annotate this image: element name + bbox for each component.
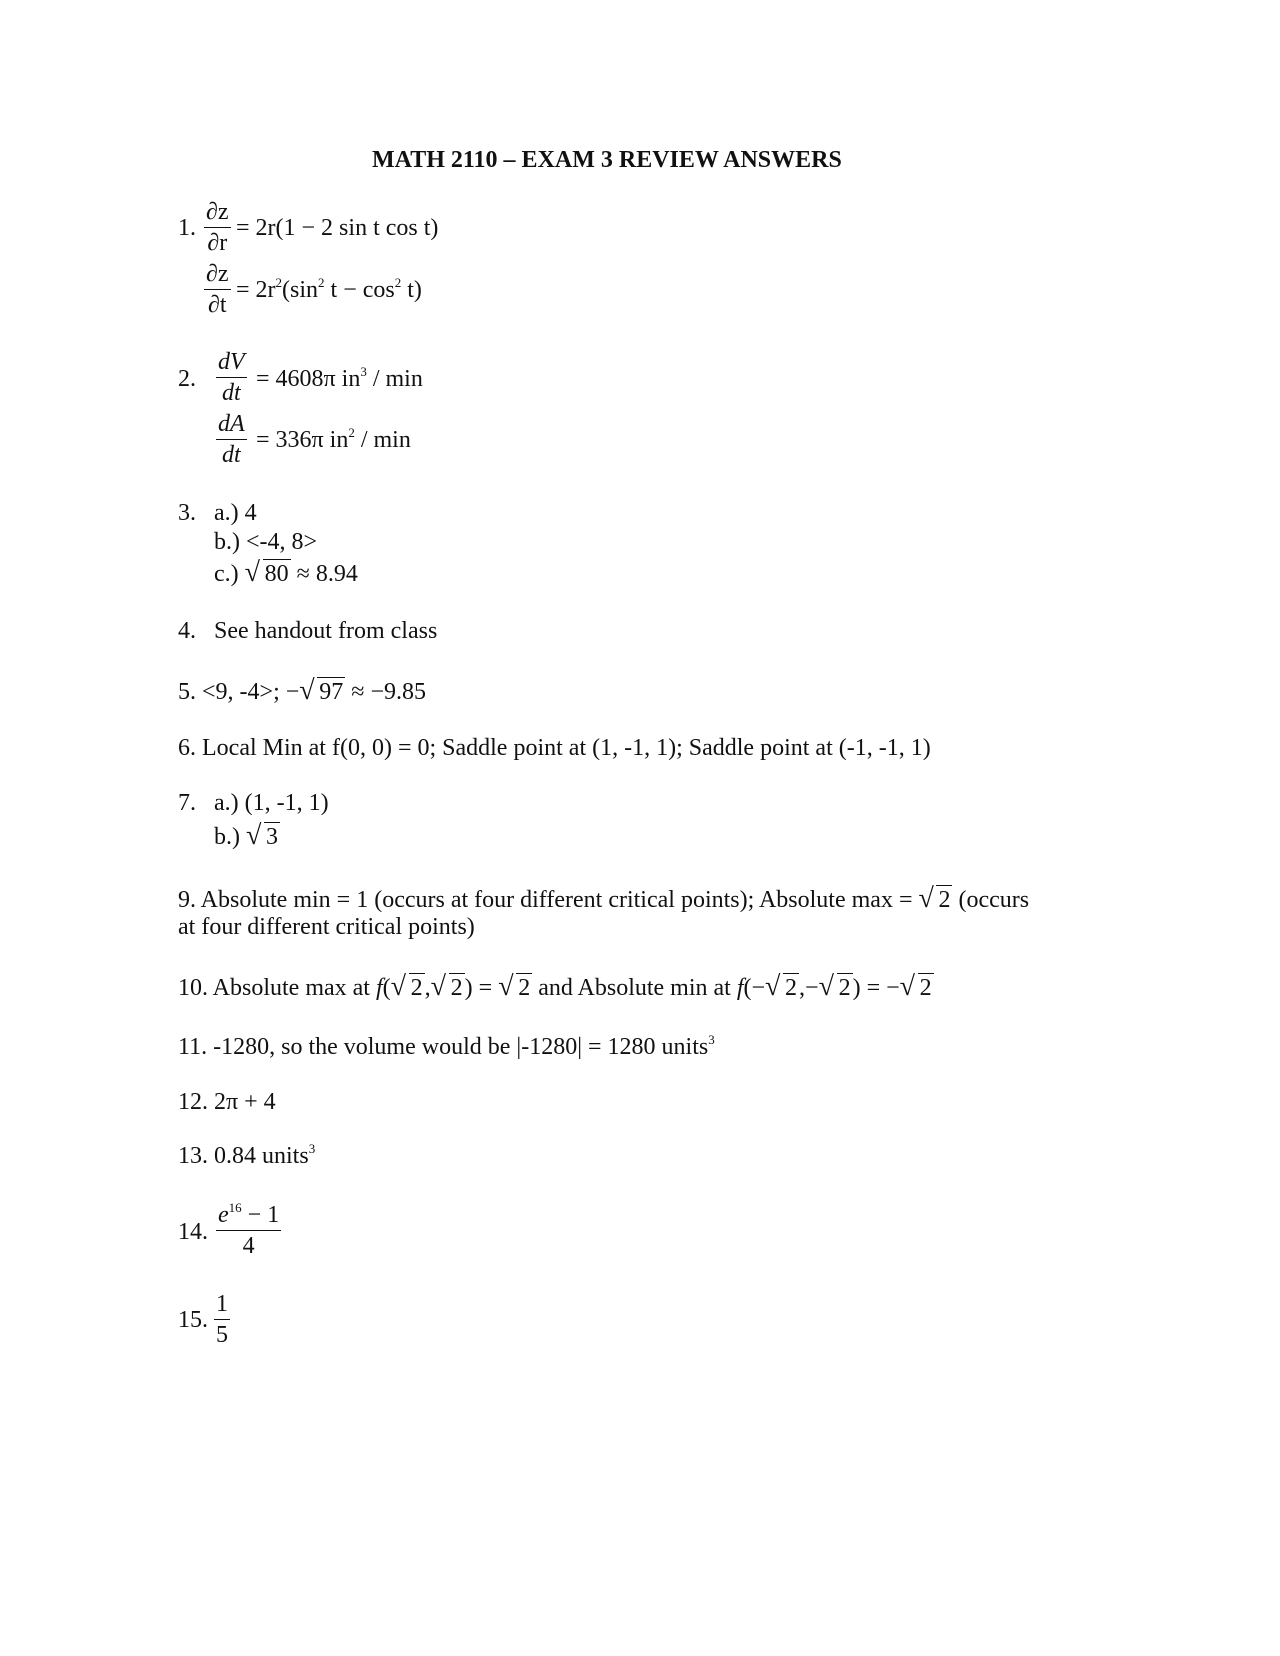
q2-numerator: dV [218,349,245,375]
q3-number: 3. [178,500,196,526]
q4-text: See handout from class [214,618,438,644]
q15-numerator: 1 [216,1291,228,1317]
page-title: MATH 2110 – EXAM 3 REVIEW ANSWERS [372,147,842,173]
q2-numerator-2: dA [218,411,245,437]
q1-line2-rhs: = $2r^2(\sin^2$ $t - \cos^2 t$) [236,275,422,303]
q2-denominator: dt [222,380,241,406]
q7-part-a: a.) (1, -1, 1) [214,790,329,816]
q2-dv-dt [216,350,247,405]
q6-answer: 6. Local Min at f(0, 0) = 0; Saddle point at (1, -1, 1); Saddle point at (-1, -1, 1) [178,735,931,761]
q1-denominator: ∂r [207,230,228,256]
q15-denominator: 5 [216,1322,228,1348]
q12-answer: 12. 2π + 4 [178,1089,276,1115]
q7-part-b: b.) √ 3 [214,820,278,851]
q3-part-a: a.) 4 [214,500,257,526]
q1-numerator-2: ∂z [206,261,229,287]
q2-da-dt [216,412,247,467]
q15-fraction [214,1292,230,1347]
q1-partial-z-t [204,262,231,317]
q3-sqrt: √ 80 [244,557,289,588]
q2-line1-rhs: = 4608π $in^3$ / min [256,364,423,392]
q9-line2: at four different critical points) [178,914,475,940]
q5-answer: 5. <9, -4>; − √ 97 ≈ −9.85 [178,675,426,706]
q1-numerator: ∂z [206,199,229,225]
q3-part-b: b.) <-4, 8> [214,529,318,555]
q9-line1: 9. Absolute min = 1 (occurs at four different critical points); Absolute max = √ 2 (occurs [178,883,1030,914]
q14-fraction [216,1200,281,1259]
q9-sqrt: √ 2 [918,883,951,914]
q14-number: 14. [178,1219,208,1245]
q2-line2-rhs: = 336π $in^2$ / min [256,425,411,453]
q10-answer: 10. Absolute max at f( √ 2, √ 2) = √ 2 and Absolute min at f(− √ 2,− √ 2) = − √ 2 [178,971,932,1002]
q1-number: 1. [178,215,196,241]
q2-denominator-2: dt [222,442,241,468]
q2-number: 2. [178,366,196,392]
q4-number: 4. [178,618,196,644]
q7-sqrt: √ 3 [246,820,278,851]
q7-number: 7. [178,790,196,816]
q11-answer: 11. -1280, so the volume would be |-1280| = 1280 units$^3$ [178,1032,715,1060]
q1-line1-rhs: = 2r(1 − 2 sin t cos t) [236,215,439,241]
q3-part-c: c.) √ 80 ≈ 8.94 [214,557,358,588]
q14-denominator: 4 [242,1233,255,1259]
q14-numerator: $e^{16} - 1$ [218,1200,280,1228]
q5-sqrt: √ 97 [299,675,344,706]
q13-answer: 13. 0.84 units$^3$ [178,1141,316,1169]
q1-denominator-2: ∂t [207,292,227,318]
q1-partial-z-r [204,200,231,255]
q15-number: 15. [178,1307,208,1333]
